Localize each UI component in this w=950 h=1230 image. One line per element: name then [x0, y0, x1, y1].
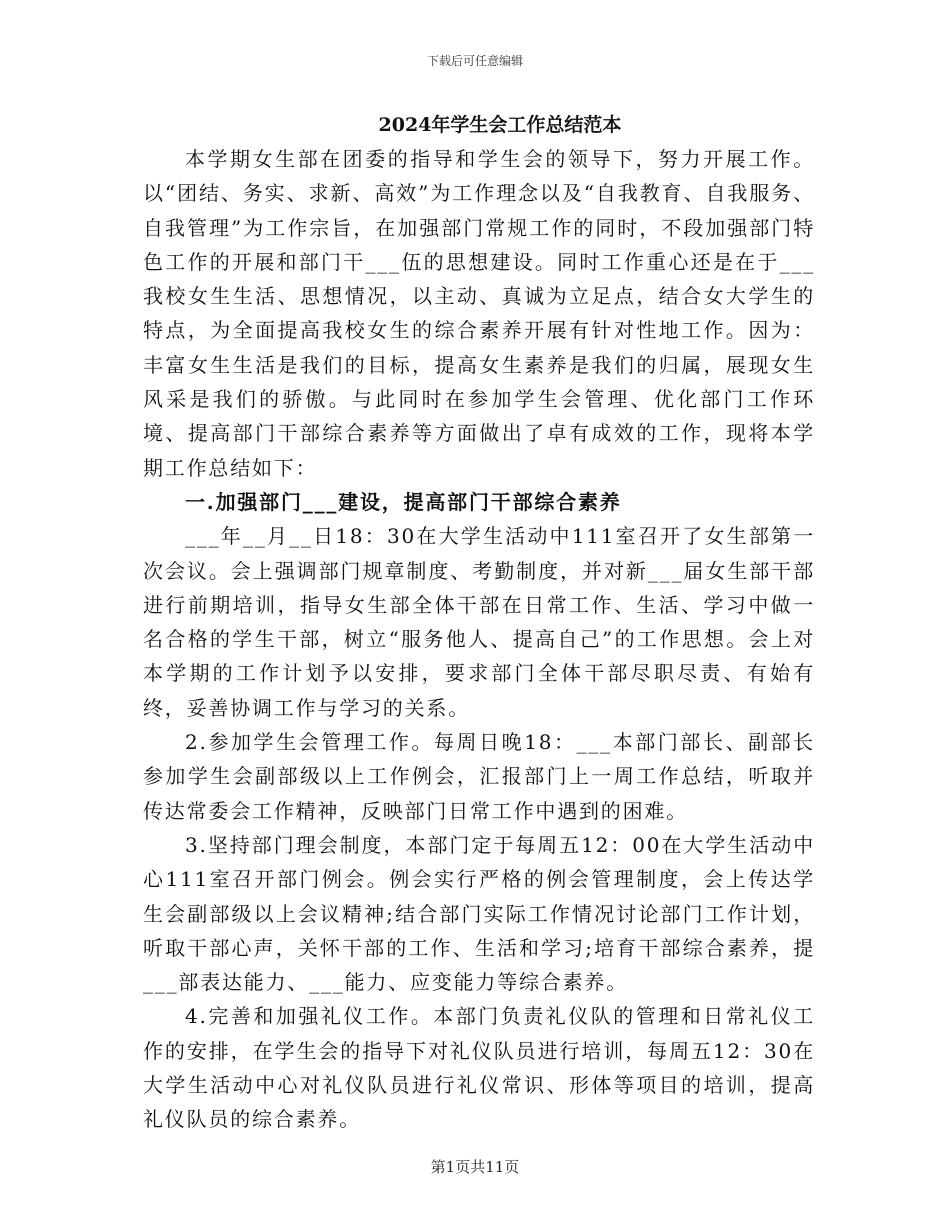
page-number: 第1页共11页	[430, 1158, 520, 1176]
intro-paragraph: 本学期女生部在团委的指导和学生会的领导下，努力开展工作。以“团结、务实、求新、高效”为工作理念以及“自我教育、自我服务、自我管理”为工作宗旨，在加强部门常规工作的同时，不段加强部门特色工作的开展和部门干___伍的思想建设。同时工作重心还是在于___我校女生生活、思想情况，以主动、真诚为立足点，结合女大学生的特点，为全面提高我校女生的综合素养开展有针对性地工作。因为：丰富女生生活是我们的目标，提高女生素养是我们的归属，展现女生风采是我们的骄傲。与此同时在参加学生会管理、优化部门工作环境、提高部门干部综合素养等方面做出了卓有成效的工作，现将本学期工作总结如下：	[143, 147, 815, 480]
body-paragraph: ___年__月__日18：30在大学生活动中111室召开了女生部第一次会议。会上强调部门规章制度、考勤制度，并对新___届女生部干部进行前期培训，指导女生部全体干部在日常工作、生活、学习中做一名合格的学生干部，树立“服务他人、提高自己”的工作思想。会上对本学期的工作计划予以安排，要求部门全体干部尽职尽责、有始有终，妥善协调工作与学习的关系。	[143, 524, 815, 720]
body-paragraph: 2.参加学生会管理工作。每周日晚18：___本部门部长、副部长参加学生会副部级以上工作例会，汇报部门上一周工作总结，听取并传达常委会工作精神，反映部门日常工作中遇到的困难。	[143, 730, 815, 823]
section-heading: 一.加强部门___建设，提高部门干部综合素养	[185, 489, 622, 514]
body-paragraph: 3.坚持部门理会制度，本部门定于每周五12：00在大学生活动中心111室召开部门例会。例会实行严格的例会管理制度，会上传达学生会副部级以上会议精神;结合部门实际工作情况讨论部门工作计划，听取干部心声，关怀干部的工作、生活和学习;培育干部综合素养，提___部表达能力、___能力、应变能力等综合素养。	[143, 832, 815, 995]
document-title: 2024年学生会工作总结范本	[378, 114, 622, 136]
document-body	[143, 142, 815, 1137]
header-note: 下载后可任意编辑	[426, 54, 523, 68]
body-paragraph: 4.完善和加强礼仪工作。本部门负责礼仪队的管理和日常礼仪工作的安排，在学生会的指导下对礼仪队员进行培训，每周五12：30在大学生活动中心对礼仪队员进行礼仪常识、形体等项目的培训，提高礼仪队员的综合素养。	[143, 1004, 815, 1132]
